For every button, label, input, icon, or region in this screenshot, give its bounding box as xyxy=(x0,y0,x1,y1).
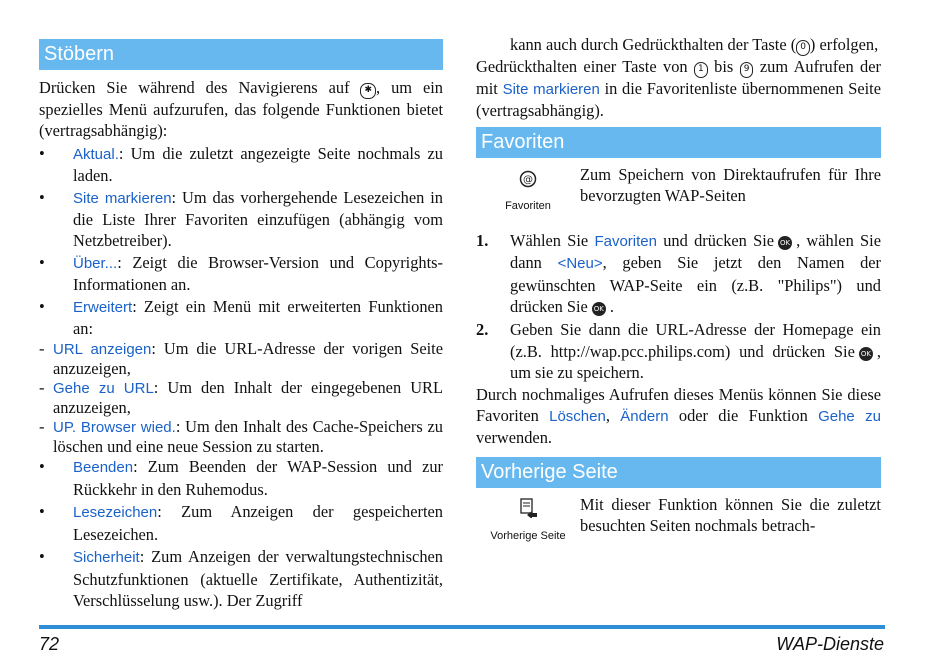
sub-list-item: - UP. Browser wied.: Um den Inhalt des Cache-Speichers zu löschen und eine neue Session zu starten. xyxy=(39,417,444,457)
nine-key-icon: 9 xyxy=(740,62,754,78)
star-key-icon: ✱ xyxy=(360,83,376,99)
favoriten-edit-paragraph: Durch nochmaliges Aufrufen dieses Menüs können Sie diese Favoriten Löschen, Ändern oder die Funktion Gehe zu verwenden. xyxy=(476,384,881,448)
favoriten-intro xyxy=(476,158,881,230)
section-heading-vorherige-seite: Vorherige Seite xyxy=(476,457,881,488)
sub-list-item: - Gehe zu URL: Um den Inhalt der eingegebenen URL anzuzeigen, xyxy=(39,378,443,418)
page-number: 72 xyxy=(39,634,60,654)
left-column xyxy=(39,0,443,611)
shortcut-paragraph: Gedrückthalten einer Taste von 1 bis 9 zum Aufrufen der mit Site markieren in die Favoritenliste übernommenen Seite (vertragsabhängig). xyxy=(476,57,881,121)
sub-list-item: - URL anzeigen: Um die URL-Adresse der vorigen Seite anzuzeigen, xyxy=(39,339,443,379)
favoriten-menu-icon: @ Favoriten xyxy=(500,170,556,218)
list-item: • Site markieren: Um das vorhergehende Lesezeichen in die Liste Ihrer Favoriten einzufügen (abhängig vom Netzbetreiber). xyxy=(39,187,443,251)
list-item: • Sicherheit: Zum Anzeigen der verwaltungstechnischen Schutzfunktionen (aktuelle Zertifikate, Authentizität, Verschlüsselung usw.). Der Zugriff xyxy=(39,547,443,610)
one-key-icon: 1 xyxy=(694,62,708,78)
right-column xyxy=(476,0,881,548)
step-1: 1. Wählen Sie Favoriten und drücken Sie OK , wählen Sie dann <Neu>, geben Sie jetzt den Namen der gewünschten WAP-Seite ein (z.B. "Philips") und drücken Sie OK . xyxy=(476,230,881,317)
step-2: 2. Geben Sie dann die URL-Adresse der Homepage ein (z.B. http://wap.pcc.philips.com) und drücken Sie OK , um sie zu speichern. xyxy=(476,320,881,383)
list-item: • Lesezeichen: Zum Anzeigen der gespeicherten Lesezeichen. xyxy=(39,502,443,544)
vorherige-seite-description: Mit dieser Funktion können Sie die zuletzt besuchten Seiten nochmals betrach- xyxy=(580,494,881,536)
list-item: • Aktual.: Um die zuletzt angezeigte Seite nochmals zu laden. xyxy=(39,143,443,186)
section-name: WAP-Dienste xyxy=(776,634,884,654)
vorherige-seite-menu-icon: Vorherige Seite xyxy=(490,498,566,548)
vorherige-seite-intro xyxy=(476,488,881,548)
page-history-icon xyxy=(518,498,538,518)
list-item: • Beenden: Zum Beenden der WAP-Session und zur Rückkehr in den Ruhemodus. xyxy=(39,457,443,499)
list-item: • Erweitert: Zeigt ein Menü mit erweiterten Funktionen an: xyxy=(39,296,443,339)
section-heading-stoebern: Stöbern xyxy=(39,39,443,70)
svg-text:@: @ xyxy=(523,174,533,186)
intro-paragraph: Drücken Sie während des Navigierens auf ✱ , um ein spezielles Menü aufzurufen, das folgende Funktionen bietet (vertragsabhängig): xyxy=(39,78,443,141)
at-symbol-icon xyxy=(519,170,537,188)
continued-paragraph: kann auch durch Gedrückthalten der Taste ( 0 ) erfolgen, xyxy=(510,35,879,54)
favoriten-description: Zum Speichern von Direktaufrufen für Ihre bevorzugten WAP-Seiten xyxy=(580,164,881,206)
list-item: • Über...: Zeigt die Browser-Version und Copyrights-Informationen an. xyxy=(39,252,443,295)
footer-rule xyxy=(39,625,885,629)
ok-key-icon: OK xyxy=(592,302,606,316)
section-heading-favoriten: Favoriten xyxy=(476,127,881,158)
zero-key-icon: 0 xyxy=(796,40,810,56)
ok-key-icon: OK xyxy=(778,236,792,250)
ok-key-icon: OK xyxy=(859,347,873,361)
